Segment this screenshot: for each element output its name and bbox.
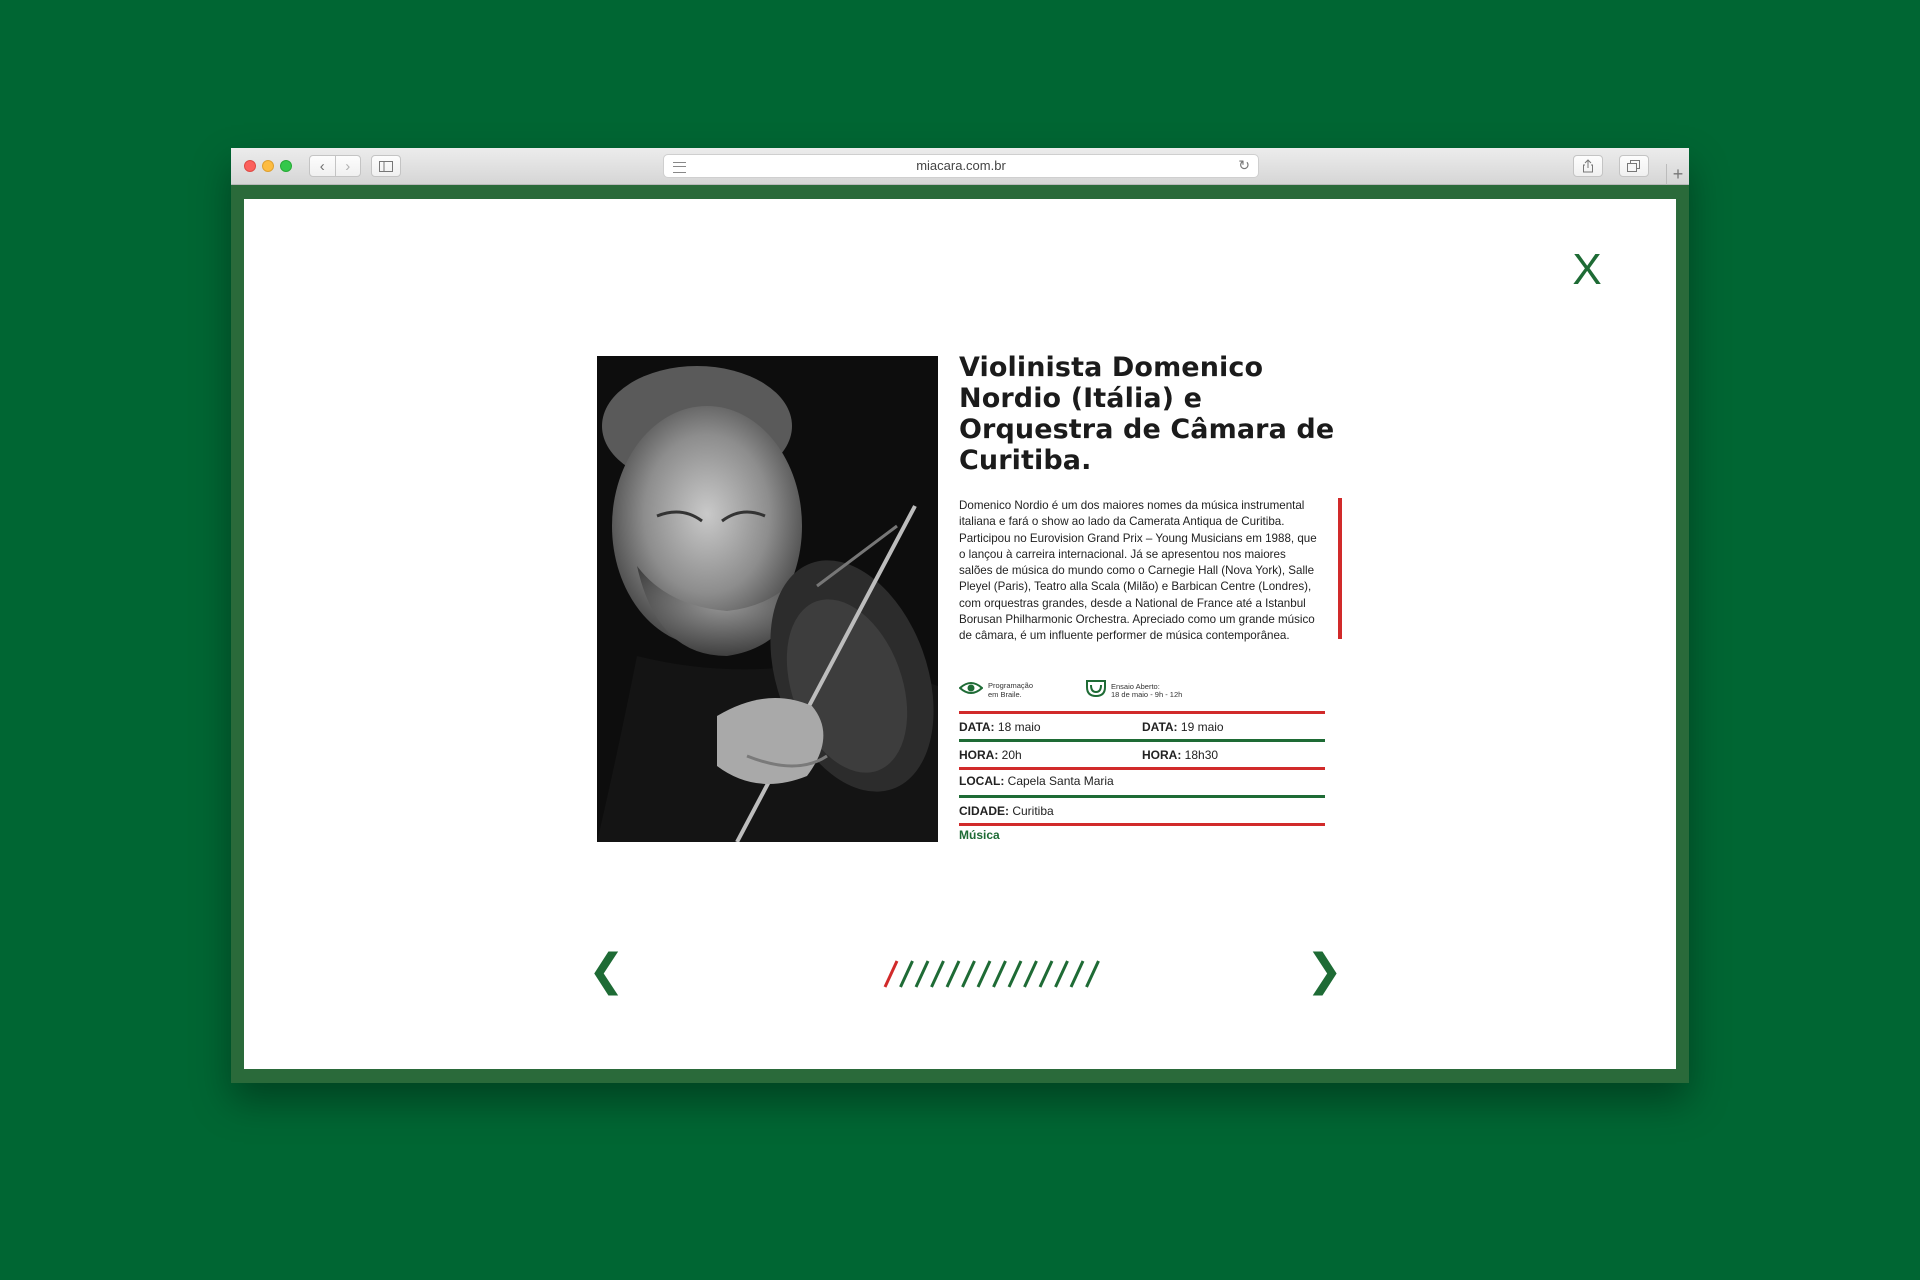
url-text: miacara.com.br (916, 158, 1006, 173)
page-dot[interactable] (1009, 961, 1021, 987)
event-description: Domenico Nordio é um dos maiores nomes da música instrumental italiana e fará o show ao lado da Camerata Antiqua de Curitiba. Participou no Eurovision Grand Prix – Young Musicians em 1988, que o lançou à carreira internacional. Já se apresentou nos maiores salões de música do mundo como o Carnegie Hall (Nova York), Salle Pleyel (Paris), Teatro alla Scala (Milão) e Barbican Centre (Londres), com orquestras grandes, desde a National de France até a Istanbul Borusan Philharmonic Orchestra. Apreciado como um grande músico de câmara, é um influente performer de música contemporânea. (959, 499, 1317, 643)
zoom-window-button[interactable] (280, 160, 292, 172)
artist-photo (597, 356, 938, 842)
city-value: Curitiba (1012, 804, 1054, 818)
date-row (959, 714, 1325, 739)
next-arrow-icon[interactable]: ❯ (1306, 945, 1343, 996)
time-1: 20h (1001, 748, 1022, 762)
sidebar-icon[interactable] (371, 155, 401, 177)
new-tab-icon[interactable]: + (1666, 164, 1689, 185)
forward-icon[interactable]: › (335, 156, 361, 176)
page-dot[interactable] (1071, 961, 1083, 987)
braille-info (959, 680, 1078, 701)
open-rehearsal-info (1086, 680, 1201, 702)
time-label: HORA: (959, 748, 999, 762)
divider (959, 823, 1325, 826)
braille-label-line1: Programação (988, 681, 1034, 690)
description-accent-bar (1338, 498, 1342, 639)
city-label: CIDADE: (959, 804, 1009, 818)
close-window-button[interactable] (244, 160, 256, 172)
braille-label-line2: em Braile. (988, 689, 1022, 699)
page-dot[interactable] (1025, 961, 1037, 987)
page-dot[interactable] (978, 961, 990, 987)
close-modal-button[interactable]: X (1572, 245, 1602, 294)
page-dot[interactable] (963, 961, 975, 987)
date-label-2: DATA: (1142, 720, 1178, 734)
event-title: Violinista Domenico Nordio (Itália) e Orquestra de Câmara de Curitiba. (959, 352, 1335, 476)
time-label-2: HORA: (1142, 748, 1182, 762)
page-dot[interactable] (916, 961, 928, 987)
location-label: LOCAL: (959, 774, 1005, 788)
date-1: 18 maio (997, 720, 1041, 734)
pagination (881, 959, 1101, 989)
event-info-table (959, 711, 1325, 826)
tabs-icon[interactable] (1619, 155, 1649, 177)
share-icon[interactable] (1573, 155, 1603, 177)
eye-icon (959, 680, 983, 701)
address-bar[interactable] (663, 154, 1259, 178)
date-2: 19 maio (1180, 720, 1224, 734)
minimize-window-button[interactable] (262, 160, 274, 172)
page-content (244, 199, 1676, 1069)
page-dot[interactable] (994, 961, 1006, 987)
ear-icon (1086, 680, 1106, 702)
time-2: 18h30 (1184, 748, 1219, 762)
page-dot[interactable] (947, 961, 959, 987)
location-value: Capela Santa Maria (1007, 774, 1114, 788)
back-icon[interactable]: ‹ (319, 157, 325, 175)
category-tag[interactable]: Música (959, 828, 1000, 842)
prev-arrow-icon[interactable]: ❮ (588, 945, 625, 996)
time-row (959, 742, 1325, 767)
accessibility-icons (959, 680, 1325, 702)
page-dot[interactable] (1087, 961, 1099, 987)
city-row (959, 798, 1325, 823)
date-label: DATA: (959, 720, 995, 734)
location-row (959, 770, 1325, 795)
page-dot[interactable] (901, 961, 913, 987)
rehearsal-label-line1: Ensaio Aberto: (1111, 681, 1160, 691)
browser-window (231, 148, 1689, 1083)
page-dot[interactable] (885, 961, 897, 987)
page-dot[interactable] (1056, 961, 1068, 987)
page-dot[interactable] (932, 961, 944, 987)
reload-icon[interactable]: ↻ (1238, 157, 1250, 173)
browser-toolbar (231, 148, 1689, 185)
rehearsal-label-line2: 18 de maio - 9h - 12h (1111, 690, 1183, 699)
page-dot[interactable] (1040, 961, 1052, 987)
nav-buttons (309, 155, 361, 177)
